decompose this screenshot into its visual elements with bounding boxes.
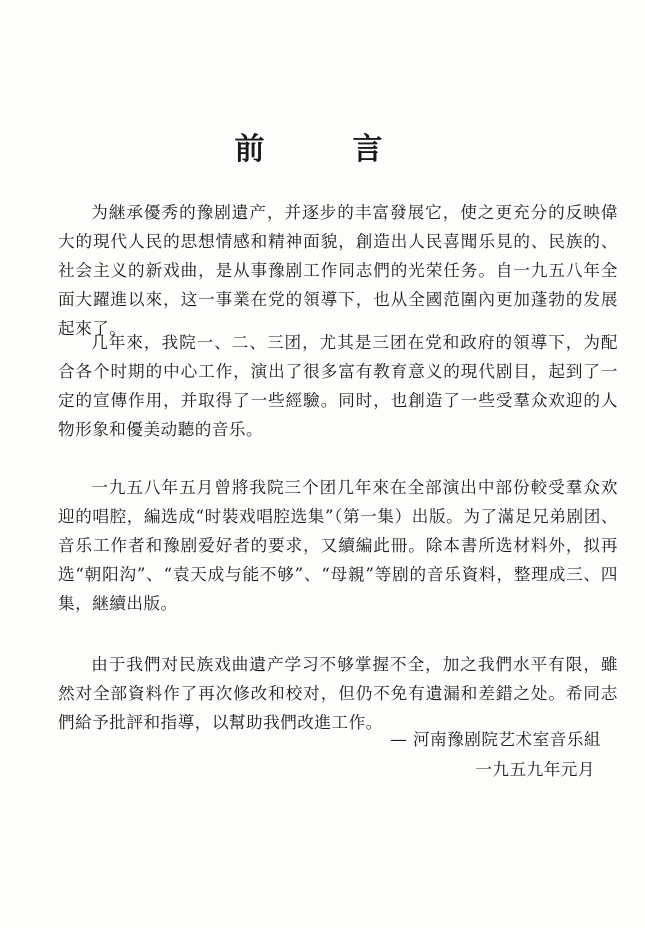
paragraph-1: 为継承優秀的豫剧遺产，并逐步的丰富發展它，使之更充分的反映偉大的現代人民的思想情感和精神面貌，創造出人民喜聞乐見的、民族的、社会主义的新戏曲，是从事豫剧工作同志們的光荣任务。自一九五八年全面大躍進以來，这一事業在党的領導下，也从全國范圍內更加蓬勃的发展起來了。 [58,203,618,338]
paragraph-3: 一九五八年五月曾將我院三个团几年來在全部演出中部份較受羣众欢迎的唱腔，編选成“时裝戏唱腔选集”（第一集）出版。为了滿足兄弟剧团、音乐工作者和豫剧爱好者的要求，又續編此冊。除本書所选材料外，拟再选“朝阳沟”、“袁天成与能不够”、“母親”等剧的音乐資料，整理成三、四集，継續出版。 [58,478,618,613]
signature-date: 一九五九年元月 [475,760,595,779]
paragraph-4: 由于我們对民族戏曲遺产学习不够掌握不全，加之我們水平有限，雖然对全部資料作了再次修改和校对，但仍不免有遺漏和差錯之处。希同志們給予批評和指導，以幫助我們改進工作。 [58,655,618,732]
signature-organization: — 河南豫剧院艺术室音乐組 [390,730,601,749]
page-title: 前言 [234,132,471,167]
paragraph-2: 几年來，我院一、二、三团，尤其是三团在党和政府的領導下，为配合各个时期的中心工作，演出了很多富有教育意义的現代剧目，起到了一定的宣傳作用，并取得了一些經驗。同时，也創造了一些受羣众欢迎的人物形象和優美动聽的音乐。 [58,333,618,439]
